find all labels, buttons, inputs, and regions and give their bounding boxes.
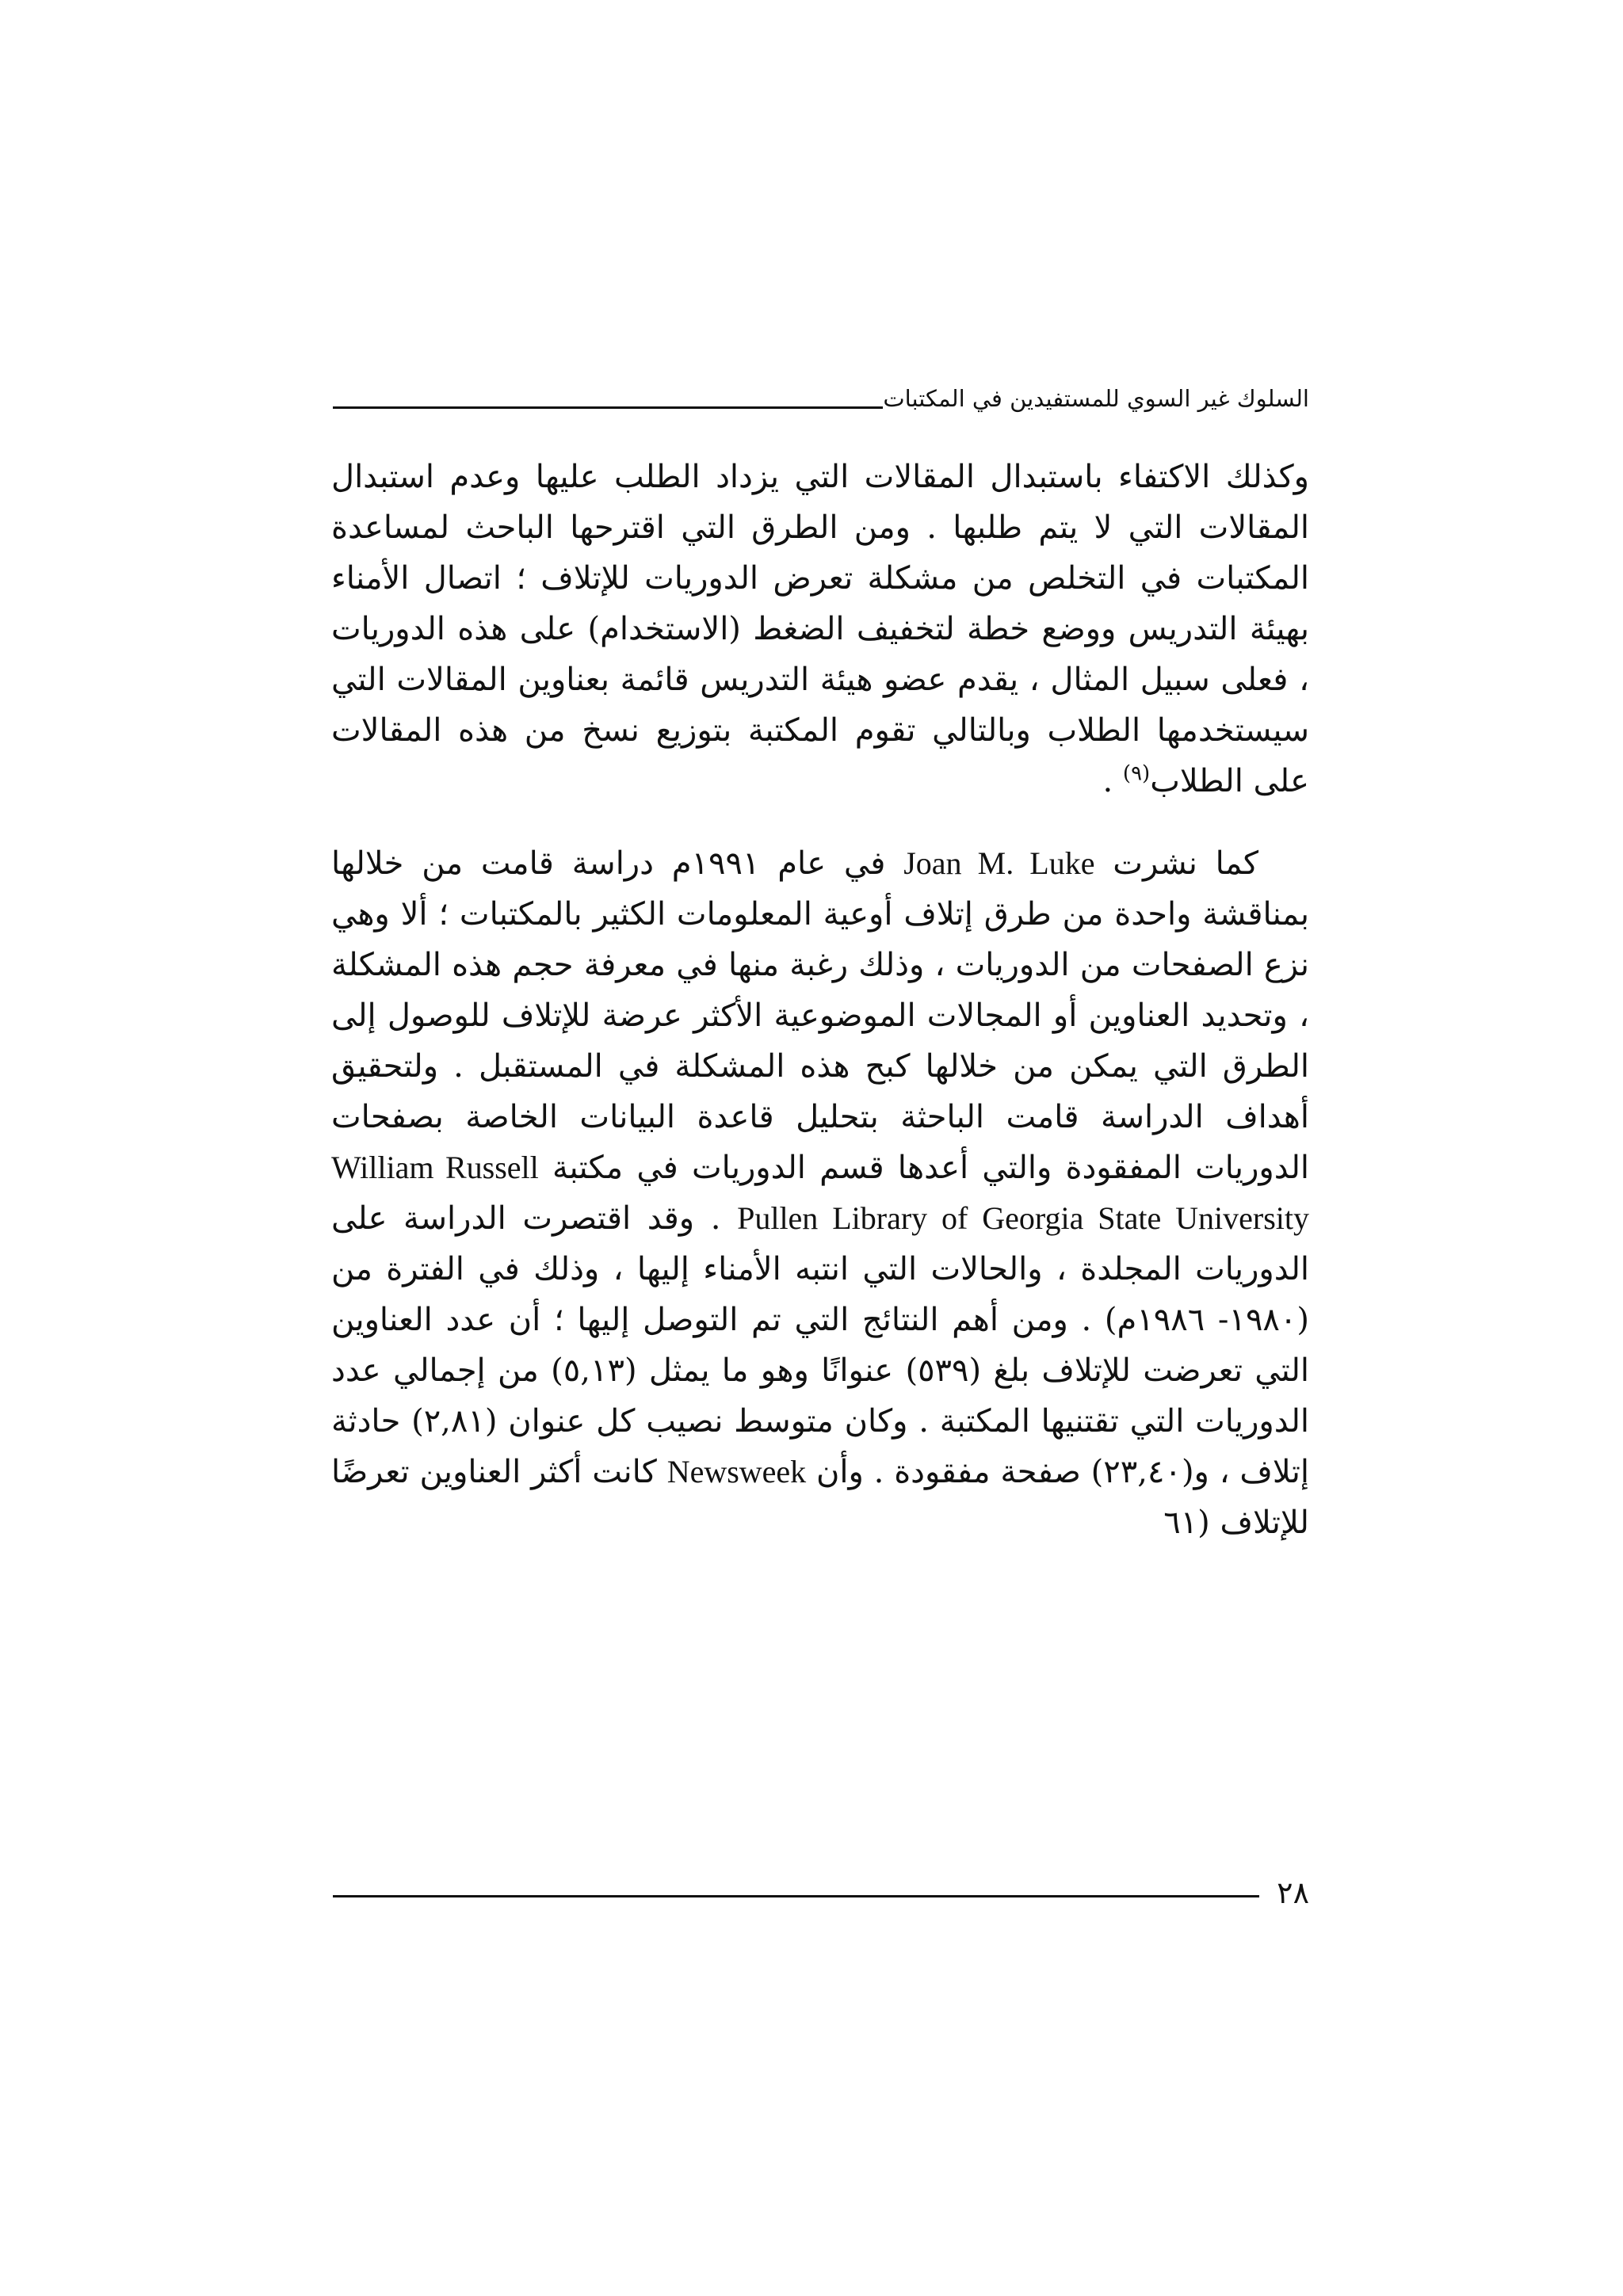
paragraph [331, 452, 1309, 807]
page-number: ٢٨ [1277, 1875, 1309, 1910]
footer-rule [333, 1895, 1259, 1897]
paragraph [331, 838, 1309, 1548]
running-title: السلوك غير السوي للمستفيدين في المكتبات [883, 385, 1309, 412]
body-text [331, 452, 1309, 1548]
paragraph-text: كما نشرت [1094, 845, 1259, 882]
footnote-reference: (٩) [1122, 761, 1151, 786]
library-name: William Russell Pullen Library of Georgia State University [331, 1150, 1310, 1236]
author-name: Joan M. Luke [903, 845, 1095, 881]
paragraph-text: وكذلك الاكتفاء باستبدال المقالات التي يزداد الطلب عليها وعدم استبدال المقالات التي لا يتم طلبها . ومن الطرق التي اقترحها الباحث لمساعدة المكتبات في التخلص من مشكلة تعرض الدوريات للإتلاف ؛ اتصال الأمناء بهيئة التدريس ووضع خطة لتخفيف الضغط (الاستخدام) على هذه الدوريات ، فعلى سبيل المثال ، يقدم عضو هيئة التدريس قائمة بعناوين المقالات التي سيستخدمها الطلاب وبالتالي تقوم المكتبة بتوزيع نسخ من هذه المقالات على الطلاب [331, 459, 1309, 799]
paragraph-text: كانت أكثر العناوين تعرضًا للإتلاف (٦١ [331, 1454, 1309, 1541]
page-footer [333, 1873, 1309, 1913]
magazine-name: Newsweek [666, 1454, 807, 1489]
running-header [333, 371, 1309, 414]
paragraph-end: . [1102, 763, 1123, 799]
paragraph-text: في عام ١٩٩١م دراسة قامت من خلالها بمناقشة واحدة من طرق إتلاف أوعية المعلومات الكثير بالمكتبات ؛ ألا وهي نزع الصفحات من الدوريات ، وذلك رغبة منها في معرفة حجم هذه المشكلة ، وتحديد العناوين أو المجالات الموضوعية الأكثر عرضة للإتلاف للوصول إلى الطرق التي يمكن من خلالها كبح هذه المشكلة في المستقبل . ولتحقيق أهداف الدراسة قامت الباحثة بتحليل قاعدة البيانات الخاصة بصفحات الدوريات المفقودة والتي أعدها قسم الدوريات في مكتبة [331, 845, 1309, 1186]
header-rule [333, 406, 883, 409]
paragraph-text: . وقد اقتصرت الدراسة على الدوريات المجلدة ، والحالات التي انتبه الأمناء إليها ، وذلك في الفترة من (١٩٨٠- ١٩٨٦م) . ومن أهم النتائج التي تم التوصل إليها ؛ أن عدد العناوين التي تعرضت للإتلاف بلغ (٥٣٩) عنوانًا وهو ما يمثل (٥,١٣) من إجمالي عدد الدوريات التي تقتنيها المكتبة . وكان متوسط نصيب كل عنوان (٢,٨١) حادثة إتلاف ، و(٢٣,٤٠) صفحة مفقودة . وأن [331, 1200, 1310, 1490]
